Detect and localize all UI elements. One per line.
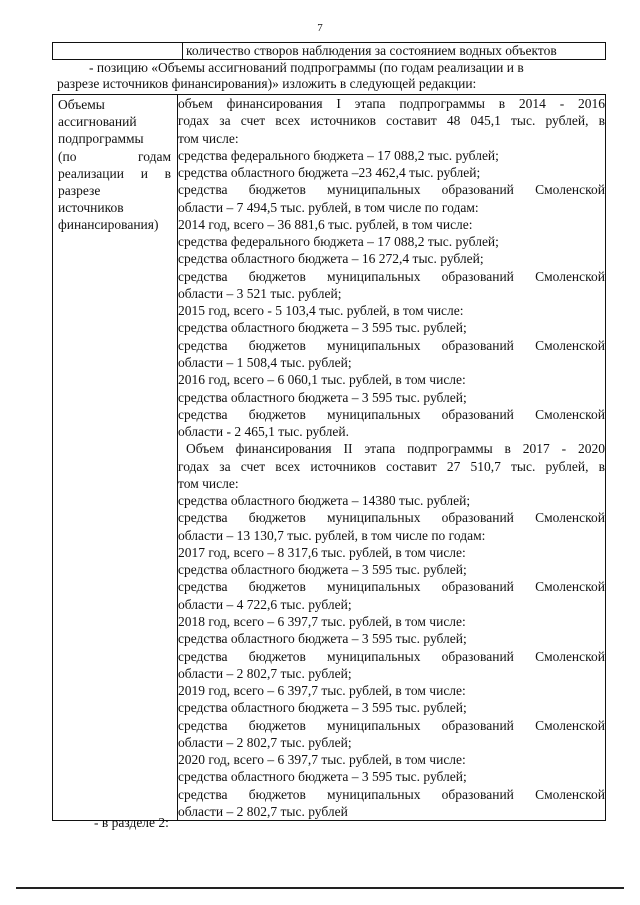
financing-line: средства областного бюджета –23 462,4 тыс. рублей; — [178, 165, 481, 181]
financing-line: средства федерального бюджета – 17 088,2 тыс. рублей; — [178, 234, 499, 250]
financing-line: годах за счет всех источников составит 48 045,1 тыс. рублей, в — [178, 113, 605, 129]
financing-line: области – 2 802,7 тыс. рублей; — [178, 734, 352, 750]
financing-line: 2017 год, всего – 8 317,6 тыс. рублей, в том числе: — [178, 544, 466, 560]
financing-line: средства бюджетов муниципальных образований Смоленской — [178, 510, 605, 526]
financing-line: 2014 год, всего – 36 881,6 тыс. рублей, в том числе: — [178, 216, 473, 232]
financing-line: 2015 год, всего - 5 103,4 тыс. рублей, в том числе: — [178, 303, 464, 319]
financing-label-cell — [53, 95, 178, 821]
financing-line: средства областного бюджета – 3 595 тыс. рублей; — [178, 700, 467, 716]
financing-line: средства бюджетов муниципальных образований Смоленской — [178, 786, 605, 802]
intro-line-2: разрезе источников финансирования)» изложить в следующей редакции: — [57, 76, 477, 91]
financing-line: области – 13 130,7 тыс. рублей, в том числе по годам: — [178, 527, 486, 543]
top-table-left-cell — [53, 43, 183, 60]
financing-line: 2019 год, всего – 6 397,7 тыс. рублей, в том числе: — [178, 683, 466, 699]
financing-line: средства областного бюджета – 14380 тыс. рублей; — [178, 493, 471, 509]
financing-line: средства бюджетов муниципальных образований Смоленской — [178, 579, 605, 595]
financing-line: средства бюджетов муниципальных образований Смоленской — [178, 717, 605, 733]
financing-line: средства бюджетов муниципальных образований Смоленской — [178, 337, 605, 353]
financing-line: средства бюджетов муниципальных образований Смоленской — [178, 406, 605, 422]
financing-line: средства бюджетов муниципальных образований Смоленской — [178, 648, 605, 664]
financing-line: области – 2 802,7 тыс. рублей; — [178, 665, 352, 681]
top-table-right-cell: количество створов наблюдения за состоянием водных объектов — [183, 43, 606, 60]
financing-line: средства областного бюджета – 3 595 тыс. рублей; — [178, 562, 467, 578]
financing-label-line: подпрограммы — [58, 131, 144, 147]
financing-line: области – 2 802,7 тыс. рублей — [178, 803, 348, 819]
section-reference: - в разделе 2: — [94, 815, 169, 830]
financing-label-line: финансирования) — [58, 217, 159, 233]
financing-label-line: реализации и в — [58, 165, 171, 181]
financing-line: 2016 год, всего – 6 060,1 тыс. рублей, в том числе: — [178, 372, 466, 388]
financing-label-line: Объемы — [58, 97, 105, 112]
financing-line: области – 4 722,6 тыс. рублей; — [178, 596, 352, 612]
financing-line: том числе: — [178, 475, 239, 491]
financing-line: средства областного бюджета – 3 595 тыс. рублей; — [178, 320, 467, 336]
financing-table — [52, 94, 606, 821]
intro-line-1: - позицию «Объемы ассигнований подпрограммы (по годам реализации и в — [89, 60, 524, 75]
financing-line: средства бюджетов муниципальных образований Смоленской — [178, 268, 605, 284]
financing-label-line: (по годам — [58, 148, 171, 164]
financing-label-line: ассигнований — [58, 114, 137, 130]
financing-line: области - 2 465,1 тыс. рублей. — [178, 424, 349, 440]
page-number: 7 — [317, 22, 323, 34]
intro-paragraph — [57, 60, 605, 92]
footer-rule — [16, 887, 624, 889]
financing-line: области – 3 521 тыс. рублей; — [178, 285, 342, 301]
financing-line: Объем финансирования II этапа подпрограммы в 2017 - 2020 — [186, 441, 605, 457]
financing-line: 2018 год, всего – 6 397,7 тыс. рублей, в том числе: — [178, 613, 466, 629]
financing-label-line: разрезе — [58, 183, 101, 199]
financing-line: средства областного бюджета – 16 272,4 тыс. рублей; — [178, 251, 484, 267]
top-table — [52, 42, 606, 60]
financing-line: 2020 год, всего – 6 397,7 тыс. рублей, в том числе: — [178, 752, 466, 768]
financing-label-line: источников — [58, 200, 124, 216]
financing-line: области – 7 494,5 тыс. рублей, в том числе по годам: — [178, 199, 479, 215]
financing-line: объем финансирования I этапа подпрограммы в 2014 - 2016 — [178, 96, 605, 111]
financing-line: средства областного бюджета – 3 595 тыс. рублей; — [178, 389, 467, 405]
financing-line: средства областного бюджета – 3 595 тыс. рублей; — [178, 769, 467, 785]
financing-content — [178, 95, 605, 820]
financing-line: том числе: — [178, 130, 239, 146]
financing-content-cell — [178, 95, 606, 821]
financing-line: области – 1 508,4 тыс. рублей; — [178, 354, 352, 370]
financing-line: средства бюджетов муниципальных образований Смоленской — [178, 182, 605, 198]
financing-line: годах за счет всех источников составит 27 510,7 тыс. рублей, в — [178, 458, 605, 474]
financing-label — [53, 95, 177, 234]
financing-line: средства федерального бюджета – 17 088,2 тыс. рублей; — [178, 147, 499, 163]
financing-line: средства областного бюджета – 3 595 тыс. рублей; — [178, 631, 467, 647]
